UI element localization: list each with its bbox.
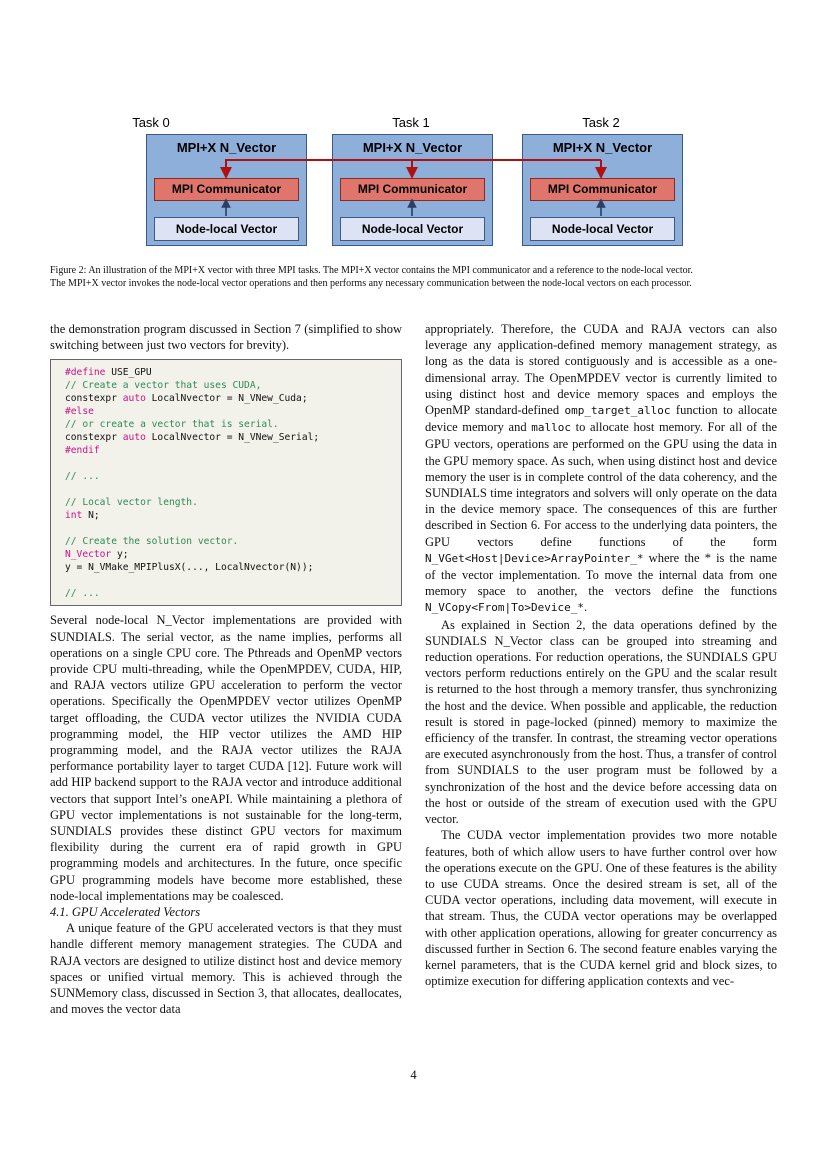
text-run: . (583, 600, 588, 615)
code-token: // or create a vector that is serial. (65, 419, 279, 431)
right-column (425, 321, 777, 989)
code-token: N; (82, 510, 100, 522)
code-token: constexpr (65, 432, 123, 444)
code-token: // ... (65, 471, 100, 483)
caption-line: Figure 2: An illustration of the MPI+X vector with three MPI tasks. The MPI+X vector contains the MPI communicator and a reference to the node-local vector. (50, 265, 693, 276)
inline-code: malloc (531, 421, 571, 435)
code-token: USE_GPU (105, 367, 152, 379)
mpi-x-vector-label: MPI+X N_Vector (176, 140, 277, 155)
code-line (65, 483, 395, 496)
code-listing (50, 359, 402, 606)
code-token: // Local vector length. (65, 497, 198, 509)
node-local-vector-box: Node-local Vector (154, 217, 299, 241)
code-token: y = N_VMake_MPIPlusX(..., LocalNvector(N)); (65, 562, 314, 574)
code-line (65, 535, 395, 548)
code-token: #endif (65, 445, 100, 457)
task-title: Task 0 (132, 115, 170, 130)
mpi-communicator-box: MPI Communicator (340, 178, 485, 201)
paragraph: As explained in Section 2, the data operations defined by the SUNDIALS N_Vector class can be grouped into streaming and reduction operations. For reduction operations, the SUNDIALS GPU vectors perform reductions entirely on the GPU and the scalar result is returned to the host through a memory transfer, thus synchronizing the host and the device. When possible and applicable, the reduction result is stored in page-locked (pinned) memory to maximize the efficiency of the transfer. In contrast, the streaming vector operations are executed asynchronously from the host. Thus, a transfer of control from SUNDIALS to the user program must be followed by a synchronization of the host and the device before accessing data on the host or outside of the stream of execution used with the GPU vector. (425, 617, 777, 827)
text-run: where the * is the name of the vector implementation. To move the internal data from one memory space to another, the vectors define the functions (425, 550, 777, 599)
code-token: // Create the solution vector. (65, 536, 239, 548)
paragraph: The CUDA vector implementation provides two more notable features, both of which allow users to have further control over how the operations execute on the GPU. One of these features is the ability to use CUDA streams. Once the desired stream is set, all of the CUDA vector operations, including data movement, will execute in that stream. Thus, the CUDA vector operations may be overlapped with other application operations, allowing for greater concurrency as discussed further in Section 6. The second feature enables varying the kernel parameters, that is the CUDA kernel grid and block sizes, to optimize execution for differing application contexts and vec- (425, 828, 777, 989)
node-local-vector-box: Node-local Vector (340, 217, 485, 241)
section-heading: 4.1. GPU Accelerated Vectors (50, 905, 201, 920)
mpi-x-vector-label: MPI+X N_Vector (552, 140, 653, 155)
code-token: #else (65, 406, 94, 418)
code-line (65, 548, 395, 561)
code-line (65, 522, 395, 535)
caption-line: The MPI+X vector invokes the node-local vector operations and then performs any necessary communication between the node-local vectors on each processor. (50, 278, 692, 289)
code-line (65, 444, 395, 457)
paragraph (425, 321, 777, 617)
code-line (65, 366, 395, 379)
mpi-communicator-box: MPI Communicator (154, 178, 299, 201)
text-run: appropriately. Therefore, the CUDA and RAJA vectors can also leverage any application-defined memory management strategy, as long as the data is stored contiguously and is accessible as a one-dimensional array. The OpenMPDEV vector is currently limited to using distinct host and device memory spaces and employs the OpenMP standard-defined (425, 322, 777, 418)
figure-caption (50, 264, 777, 290)
code-token: // Create a vector that uses CUDA, (65, 380, 262, 392)
code-token: int (65, 510, 83, 522)
paragraph: A unique feature of the GPU accelerated vectors is that they must handle different memory management strategies. The CUDA and RAJA vectors are designed to utilize distinct host and device memory spaces or unified virtual memory. This is achieved through the SUNMemory class, discussed in Section 3, that allocates, deallocates, and moves the vector data (50, 921, 402, 1017)
comm-link-line (226, 160, 601, 175)
code-line (65, 509, 395, 522)
code-token: y; (111, 549, 129, 561)
code-token: auto (122, 432, 146, 444)
code-token: LocalNvector = N_VNew_Serial; (145, 432, 320, 444)
figure-mpi-x-vector (50, 110, 777, 255)
mpi-communicator-box: MPI Communicator (530, 178, 675, 201)
task-title: Task 2 (582, 115, 620, 130)
code-token: #define (65, 367, 106, 379)
inline-code: N_VGet<Host|Device>ArrayPointer_* (425, 551, 644, 565)
code-line (65, 561, 395, 574)
code-token: LocalNvector = N_VNew_Cuda; (145, 393, 308, 405)
code-token: auto (122, 393, 146, 405)
code-line (65, 496, 395, 509)
code-line (65, 405, 395, 418)
task-title: Task 1 (392, 115, 430, 130)
code-line (65, 431, 395, 444)
code-line (65, 470, 395, 483)
code-line (65, 379, 395, 392)
paragraph: Several node-local N_Vector implementations are provided with SUNDIALS. The serial vector, as the name implies, performs all operations on a single CPU core. The Pthreads and OpenMP vectors provide CPU multi-threading, while the OpenMPDEV, CUDA, HIP, and RAJA vectors utilize GPU acceleration to perform the vector operations. Specifically the OpenMPDEV vector utilizes OpenMP target offloading, the CUDA vector utilizes the NVIDIA CUDA programming model, the HIP vector utilizes the AMD HIP programming model, and the RAJA vector utilizes the RAJA performance portability layer to target CUDA [12]. Future work will add HIP backend support to the RAJA vector and introduce additional vectors that support Intel’s oneAPI. While maintaining a plethora of GPU vector implementations is not sustainable for the long-term, SUNDIALS provides these distinct GPU vectors for maximum flexibility during the current era of rapid growth in GPU programming models and architectures. In the future, once specific GPU programming models have become more established, these node-local implementations may be coalesced. (50, 613, 402, 903)
code-line (65, 457, 395, 470)
page-number: 4 (410, 1068, 417, 1082)
figure-connectors (50, 110, 777, 255)
node-local-vector-box: Node-local Vector (530, 217, 675, 241)
inline-code: omp_target_alloc (564, 404, 671, 418)
code-token: N_Vector (65, 549, 112, 561)
left-column (50, 321, 402, 1017)
code-token: constexpr (65, 393, 123, 405)
mpi-x-vector-label: MPI+X N_Vector (362, 140, 463, 155)
code-line (65, 392, 395, 405)
text-run: to allocate host memory. For all of the GPU vectors, operations are performed on the GPU using the data in the GPU memory space. As such, when using distinct host and device memory the user is in complete control of the data coherency, and the SUNDIALS time integrators and solvers will only operate on the data in the device memory space. The consequences of this are further described in Section 6. For access to the underlying data pointers, the GPU vectors define functions of the form (425, 420, 777, 549)
text-run: function to allocate device memory and (425, 403, 777, 435)
code-line (65, 418, 395, 431)
code-token: // ... (65, 588, 100, 600)
code-line (65, 574, 395, 587)
inline-code: N_VCopy<From|To>Device_* (425, 601, 584, 615)
code-line (65, 587, 395, 600)
paragraph: the demonstration program discussed in Section 7 (simplified to show switching between just two vectors for brevity). (50, 322, 402, 353)
